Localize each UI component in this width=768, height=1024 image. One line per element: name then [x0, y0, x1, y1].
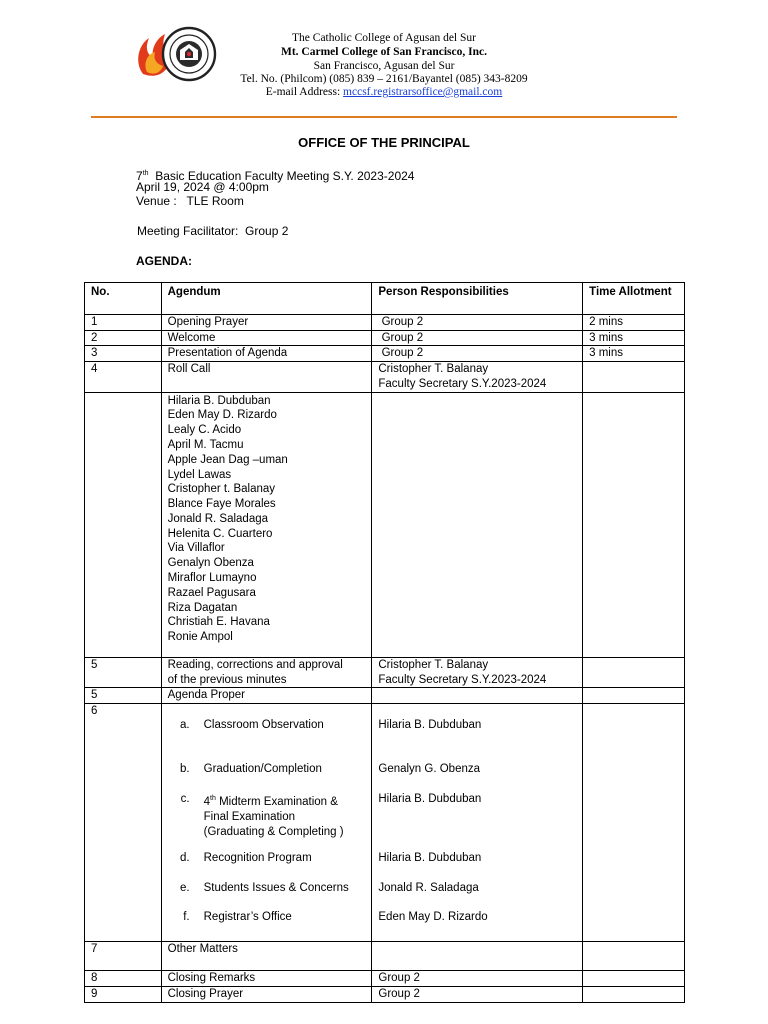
agenda-proper-items [161, 704, 372, 942]
attendee-name: Helenita C. Cuartero [167, 527, 273, 540]
meeting-number: 7 [136, 169, 143, 183]
person-name: Jonald R. Saladaga [378, 882, 479, 895]
email-link[interactable]: mccsf.registrarsoffice@gmail.com [343, 86, 503, 98]
row-no: 3 [85, 346, 162, 362]
row-agendum: Opening Prayer [161, 315, 372, 331]
attendee-name: Genalyn Obenza [167, 557, 254, 570]
person-role: Faculty Secretary S.Y.2023-2024 [378, 377, 547, 390]
email-label: E-mail Address: [265, 86, 344, 98]
agenda-proper-items-row [85, 704, 685, 942]
row-no: 5 [85, 688, 162, 704]
header-agendum: Agendum [161, 283, 372, 315]
row-person: Group 2 [372, 346, 583, 362]
row-time: 3 mins [583, 346, 685, 362]
table-row [85, 986, 685, 1002]
attendee-name: Hilaria B. Dubduban [167, 394, 271, 407]
meeting-number-suffix: th [142, 170, 149, 177]
letterhead-line4: Tel. No. (Philcom) (085) 839 – 2161/Bayantel (085) 343-8209 [240, 73, 528, 85]
header-divider [91, 116, 677, 118]
page-title: OFFICE OF THE PRINCIPAL [298, 135, 470, 150]
sub-item: c. 4th Midterm Examination & Final Examination (Graduating & Completing ) [180, 793, 344, 838]
header-no: No. [85, 283, 162, 315]
meeting-venue: Venue : TLE Room [136, 194, 244, 208]
sub-item: b. Graduation/Completion [180, 763, 322, 776]
attendee-name: Eden May D. Rizardo [167, 409, 277, 422]
table-header-row [85, 283, 685, 315]
attendee-name: Lealy C. Acido [167, 424, 242, 437]
person-name: Hilaria B. Dubduban [378, 793, 482, 806]
table-row [85, 658, 685, 688]
attendee-name: Jonald R. Saladaga [167, 512, 269, 525]
attendee-name: Lydel Lawas [167, 468, 232, 481]
row-time: 2 mins [583, 315, 685, 331]
person-role: Faculty Secretary S.Y.2023-2024 [378, 673, 547, 686]
letterhead-line1: The Catholic College of Agusan del Sur [292, 32, 476, 44]
table-row [85, 330, 685, 346]
agendum-line: Reading, corrections and approval [167, 659, 343, 672]
attendee-name: April M. Tacmu [167, 438, 244, 451]
row-agendum: Welcome [161, 330, 372, 346]
row-no: 4 [85, 362, 162, 392]
row-time: 3 mins [583, 330, 685, 346]
attendee-name: Blance Faye Morales [167, 498, 276, 511]
table-row [85, 688, 685, 704]
attendee-name: Christiah E. Havana [167, 616, 270, 629]
school-seal-logo [133, 24, 225, 86]
row-agendum: Closing Prayer [161, 986, 372, 1002]
letterhead-email-line [220, 86, 548, 99]
table-row [85, 971, 685, 987]
row-agendum [161, 658, 372, 688]
person-name: Cristopher T. Balanay [378, 659, 489, 672]
table-row [85, 315, 685, 331]
attendee-name: Via Villaflor [167, 542, 225, 555]
row-agendum: Closing Remarks [161, 971, 372, 987]
attendee-name: Riza Dagatan [167, 601, 238, 614]
row-person: Group 2 [372, 971, 583, 987]
meeting-title-text: Basic Education Faculty Meeting S.Y. 2023-2024 [148, 169, 415, 183]
person-name: Eden May D. Rizardo [378, 911, 488, 924]
table-row [85, 346, 685, 362]
attendee-name: Apple Jean Dag –uman [167, 453, 288, 466]
row-person [372, 658, 583, 688]
attendee-name: Miraflor Lumayno [167, 572, 257, 585]
sub-item: a. Classroom Observation [180, 719, 324, 732]
row-agendum: Roll Call [161, 362, 372, 392]
roll-call-names-row [85, 392, 685, 658]
row-person [372, 362, 583, 392]
row-no: 8 [85, 971, 162, 987]
sub-item: d. Recognition Program [180, 852, 312, 865]
person-name: Genalyn G. Obenza [378, 763, 481, 776]
person-name: Hilaria B. Dubduban [378, 852, 482, 865]
agenda-table [84, 282, 685, 1003]
sub-item: f. Registrar’s Office [183, 911, 292, 924]
sub-item: e. Students Issues & Concerns [180, 882, 349, 895]
agendum-line: of the previous minutes [167, 673, 287, 686]
row-person: Group 2 [372, 315, 583, 331]
attendee-name: Cristopher t. Balanay [167, 483, 276, 496]
row-agendum: Other Matters [161, 942, 372, 971]
person-name: Hilaria B. Dubduban [378, 719, 482, 732]
attendee-name: Razael Pagusara [167, 586, 256, 599]
letterhead-line3: San Francisco, Agusan del Sur [313, 60, 455, 72]
letterhead-line2: Mt. Carmel College of San Francisco, Inc. [280, 46, 487, 58]
row-agendum: Presentation of Agenda [161, 346, 372, 362]
header-time: Time Allotment [583, 283, 685, 315]
table-row [85, 942, 685, 971]
row-no: 7 [85, 942, 162, 971]
agenda-label: AGENDA: [136, 254, 192, 268]
row-person: Group 2 [372, 986, 583, 1002]
header-person: Person Responsibilities [372, 283, 583, 315]
row-agendum: Agenda Proper [161, 688, 372, 704]
roll-call-names [161, 392, 372, 658]
row-no: 9 [85, 986, 162, 1002]
row-no: 6 [85, 704, 162, 942]
person-name: Cristopher T. Balanay [378, 363, 489, 376]
table-row [85, 362, 685, 392]
row-person: Group 2 [372, 330, 583, 346]
row-time [583, 362, 685, 392]
meeting-date: April 19, 2024 @ 4:00pm [136, 180, 269, 194]
agenda-proper-persons [372, 704, 583, 942]
meeting-facilitator: Meeting Facilitator: Group 2 [137, 224, 289, 238]
row-no: 1 [85, 315, 162, 331]
attendee-name: Ronie Ampol [167, 631, 233, 644]
row-no: 5 [85, 658, 162, 688]
row-no: 2 [85, 330, 162, 346]
